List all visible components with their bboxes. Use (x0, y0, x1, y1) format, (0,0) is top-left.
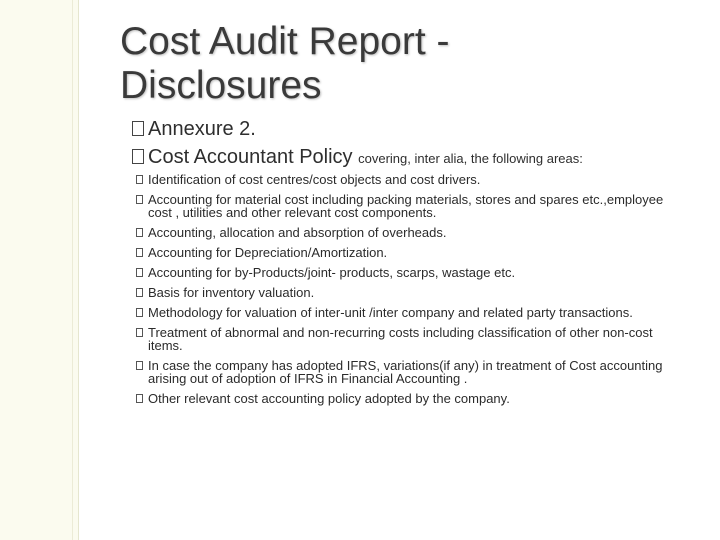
square-bullet-icon (136, 308, 143, 317)
square-bullet-icon (136, 394, 143, 403)
level1-item-text: Cost Accountant Policy (148, 146, 353, 168)
list-item (138, 266, 678, 279)
list-item-text: Accounting, allocation and absorption of overheads. (148, 225, 447, 240)
list-item (138, 193, 678, 219)
list-item (138, 173, 678, 186)
list-item-text: Basis for inventory valuation. (148, 285, 315, 300)
square-bullet-icon (136, 195, 143, 204)
policy-areas-list (138, 173, 678, 412)
square-bullet-icon (132, 121, 144, 136)
square-bullet-icon (136, 228, 143, 237)
square-bullet-icon (136, 268, 143, 277)
list-item-text: Methodology for valuation of inter-unit /inter company and related party transactions. (148, 305, 633, 320)
list-item (138, 359, 678, 385)
square-bullet-icon (136, 248, 143, 257)
level1-item-suffix: covering, inter alia, the following areas: (358, 151, 583, 166)
square-bullet-icon (136, 175, 143, 184)
level1-item-text: Annexure 2. (148, 118, 256, 140)
title-line-2: Disclosures (120, 64, 322, 107)
square-bullet-icon (136, 361, 143, 370)
sidebar-divider (72, 0, 73, 540)
list-item-text: Accounting for by-Products/joint- products, scarps, wastage etc. (148, 265, 516, 280)
list-item (138, 246, 678, 259)
list-item (138, 226, 678, 239)
list-item (138, 392, 678, 405)
list-item-text: In case the company has adopted IFRS, variations(if any) in treatment of Cost accounting arising out of adoption of IFRS in Financial Accounting . (148, 358, 663, 386)
list-item-text: Treatment of abnormal and non-recurring costs including classification of other non-cost items. (148, 325, 653, 353)
square-bullet-icon (136, 288, 143, 297)
title-line-1: Cost Audit Report - (120, 20, 450, 63)
list-item-text: Accounting for material cost including packing materials, stores and spares etc.,employee cost , utilities and other relevant cost components. (148, 192, 664, 220)
level1-item-cost-accountant-policy (132, 144, 583, 172)
square-bullet-icon (136, 328, 143, 337)
list-item-text: Identification of cost centres/cost objects and cost drivers. (148, 172, 481, 187)
list-item (138, 286, 678, 299)
slide-sidebar-decoration (0, 0, 79, 540)
slide-title (120, 20, 690, 108)
square-bullet-icon (132, 149, 144, 164)
list-item-text: Accounting for Depreciation/Amortization. (148, 245, 388, 260)
list-item-text: Other relevant cost accounting policy adopted by the company. (148, 391, 510, 406)
level1-item-annexure (132, 116, 256, 142)
list-item (138, 306, 678, 319)
list-item (138, 326, 678, 352)
